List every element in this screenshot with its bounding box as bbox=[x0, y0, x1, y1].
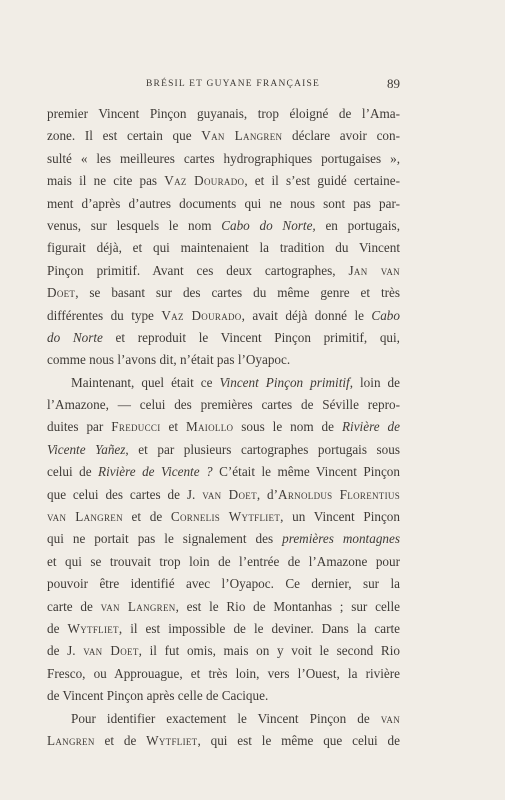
italic-text: Cabo bbox=[371, 307, 400, 323]
text-run: sous le nom de bbox=[233, 419, 342, 435]
text-line bbox=[47, 148, 400, 170]
text-run: pouvoir être identifié avec l’Oyapoc. Ce dernier, sur la bbox=[47, 576, 400, 592]
text-line bbox=[47, 327, 400, 349]
proper-name: Freducci bbox=[111, 419, 161, 435]
text-run: l’Amazone, — celui des premières cartes de Séville repro- bbox=[47, 397, 400, 413]
text-run: premier Vincent Pinçon guyanais, trop éloigné de l’Ama- bbox=[47, 106, 400, 121]
text-line bbox=[47, 484, 400, 506]
proper-name: van Doet bbox=[202, 486, 257, 502]
text-line bbox=[47, 573, 400, 595]
text-run: C’était le même Vincent Pinçon bbox=[212, 464, 400, 480]
text-run: et de bbox=[94, 732, 147, 748]
text-line bbox=[47, 618, 400, 640]
proper-name: Vaz Dourado bbox=[161, 307, 242, 323]
text-run: de bbox=[47, 620, 68, 636]
text-run: ment d’après d’autres documents qui ne nous sont pas par- bbox=[47, 195, 400, 211]
text-run: déclare avoir con- bbox=[282, 128, 401, 144]
text-run: zone. Il est certain que bbox=[47, 128, 202, 144]
italic-text: Rivière de bbox=[341, 419, 400, 435]
proper-name: Doet bbox=[47, 285, 76, 301]
italic-text: Vicente Yañez bbox=[47, 441, 126, 457]
text-line bbox=[47, 528, 400, 550]
page-number: 89 bbox=[387, 76, 400, 91]
text-run: , est le Rio de Montanhas ; sur celle bbox=[175, 598, 400, 614]
text-run: et bbox=[160, 419, 186, 435]
text-line bbox=[47, 170, 400, 192]
text-line bbox=[47, 193, 400, 215]
italic-text: Cabo do Norte, bbox=[221, 217, 316, 233]
text-run: celui de bbox=[47, 464, 99, 480]
text-line bbox=[47, 372, 400, 394]
text-line bbox=[47, 125, 400, 147]
running-head bbox=[0, 76, 505, 92]
proper-name: Wytfliet bbox=[67, 620, 119, 636]
proper-name: Jan van bbox=[348, 262, 400, 278]
text-run: , d’ bbox=[256, 486, 279, 502]
italic-text: Vincent Pinçon primitif bbox=[219, 374, 350, 390]
text-run: Fresco, ou Approuague, et très loin, vers l’Ouest, la rivière bbox=[47, 665, 400, 681]
text-run: mais il ne cite pas bbox=[47, 173, 165, 189]
proper-name: Cornelis Wytfliet bbox=[170, 509, 281, 525]
text-line bbox=[47, 685, 400, 707]
text-run: et de bbox=[122, 509, 171, 525]
text-run: de J. bbox=[47, 643, 84, 659]
text-run: qui ne portait pas le signalement des bbox=[47, 531, 283, 547]
text-line bbox=[47, 103, 400, 125]
proper-name: Arnoldus Florentius bbox=[278, 486, 400, 502]
text-run: , un Vincent Pinçon bbox=[280, 509, 400, 525]
text-run: que celui des cartes de J. bbox=[47, 486, 203, 502]
text-line bbox=[47, 640, 400, 662]
italic-text: Rivière de Vicente ? bbox=[98, 464, 213, 480]
text-run: en portugais, bbox=[315, 217, 400, 233]
proper-name: van Doet bbox=[83, 643, 139, 659]
proper-name: Wytfliet bbox=[146, 732, 198, 748]
text-line bbox=[47, 663, 400, 685]
text-run: , et il s’est guidé certaine- bbox=[244, 173, 401, 189]
text-line bbox=[47, 551, 400, 573]
proper-name: Maiollo bbox=[185, 419, 234, 435]
text-line bbox=[47, 416, 400, 438]
text-run: , qui est le même que celui de bbox=[197, 732, 400, 748]
running-title: BRÉSIL ET GUYANE FRANÇAISE bbox=[146, 79, 320, 89]
text-run: sulté « les meilleures cartes hydrographiques portugaises », bbox=[47, 150, 400, 166]
body-text bbox=[47, 103, 400, 752]
text-run: et reproduit le Vincent Pinçon primitif, qui, bbox=[102, 329, 400, 345]
italic-text: premières montagnes bbox=[282, 531, 400, 547]
text-run: , se basant sur des cartes du même genre et très bbox=[75, 285, 400, 301]
proper-name: Langren bbox=[47, 732, 95, 748]
text-run: différentes du type bbox=[47, 307, 162, 323]
proper-name: Vaz Dourado bbox=[164, 173, 245, 189]
text-line bbox=[47, 349, 400, 371]
text-line bbox=[47, 596, 400, 618]
italic-text: do Norte bbox=[47, 329, 103, 345]
proper-name: van Langren bbox=[100, 598, 176, 614]
text-run: Maintenant, quel était ce bbox=[71, 374, 220, 390]
proper-name: van bbox=[380, 710, 400, 726]
text-line bbox=[47, 260, 400, 282]
text-run: figurait déjà, et qui maintenaient la tradition du Vincent bbox=[47, 240, 400, 256]
text-run: , avait déjà donné le bbox=[241, 307, 372, 323]
proper-name: Van Langren bbox=[201, 128, 283, 144]
text-line bbox=[47, 215, 400, 237]
text-line bbox=[47, 461, 400, 483]
text-run: , loin de bbox=[349, 374, 400, 390]
text-run: Pinçon primitif. Avant ces deux cartographes, bbox=[47, 262, 349, 278]
text-line bbox=[47, 730, 400, 752]
text-line bbox=[47, 282, 400, 304]
text-line bbox=[47, 506, 400, 528]
text-line bbox=[47, 305, 400, 327]
proper-name: van Langren bbox=[47, 509, 123, 525]
text-run: carte de bbox=[47, 598, 101, 614]
text-run: Pour identifier exactement le Vincent Pinçon de bbox=[71, 710, 381, 726]
text-run: comme nous l’avons dit, n’était pas l’Oyapoc. bbox=[47, 352, 291, 368]
text-run: , il fut omis, mais on y voit le second Rio bbox=[138, 643, 400, 659]
text-line bbox=[47, 394, 400, 416]
text-line bbox=[47, 237, 400, 259]
text-line bbox=[47, 439, 400, 461]
text-run: de Vincent Pinçon après celle de Cacique. bbox=[47, 688, 269, 704]
text-line bbox=[47, 708, 400, 730]
text-run: , il est impossible de le deviner. Dans la carte bbox=[118, 620, 400, 636]
text-run: venus, sur lesquels le nom bbox=[47, 217, 222, 233]
text-run: , et par plusieurs cartographes portugais sous bbox=[125, 441, 400, 457]
text-run: duites par bbox=[47, 419, 112, 435]
text-run: et qui se trouvait trop loin de l’entrée de l’Amazone pour bbox=[47, 553, 400, 569]
